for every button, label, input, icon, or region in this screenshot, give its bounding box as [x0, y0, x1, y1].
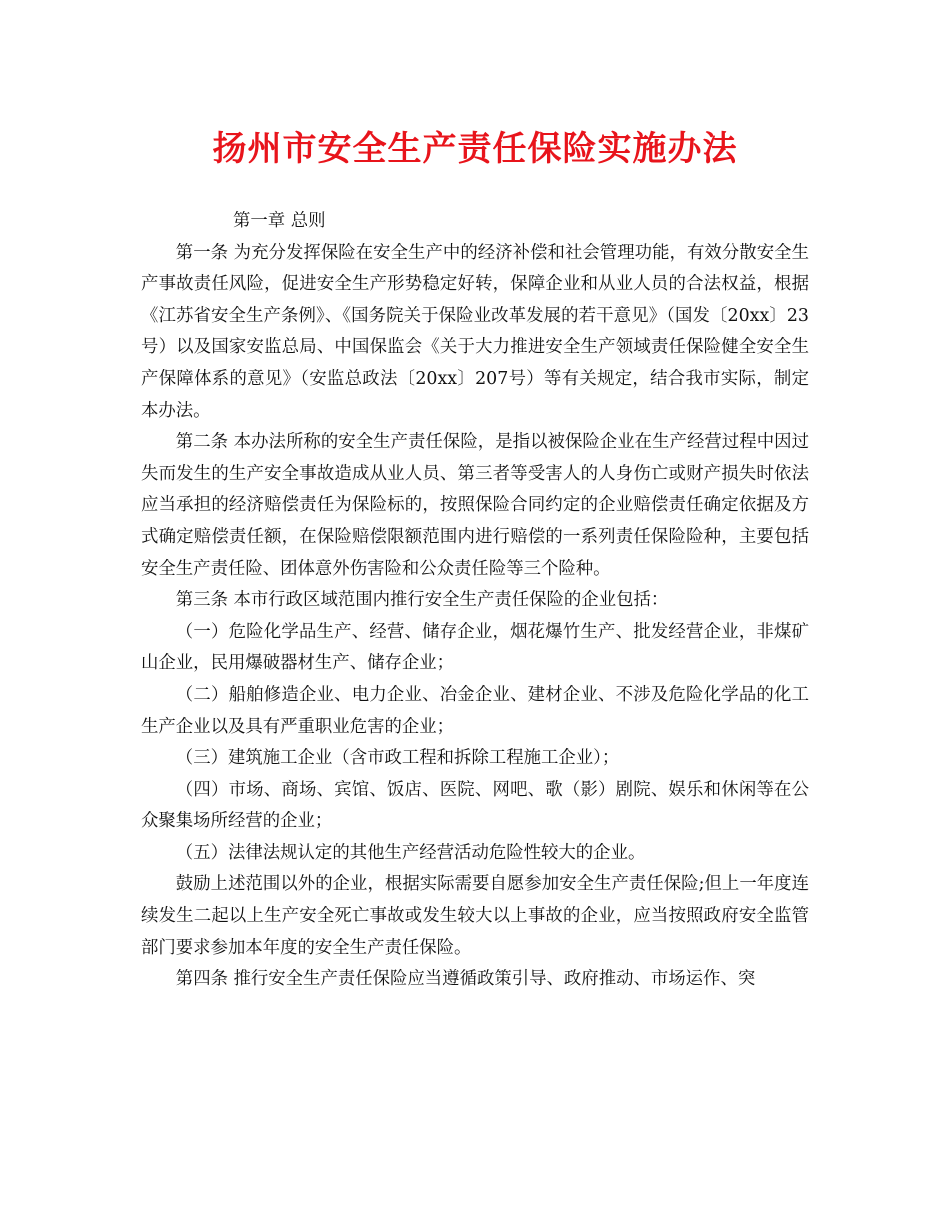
article-3-item-3: （三）建筑施工企业（含市政工程和拆除工程施工企业）； — [175, 748, 620, 769]
article-4-paragraph: 第四条 推行安全生产责任保险应当遵循政策引导、政府推动、市场运作、突 — [175, 969, 756, 990]
article-3-item-4: （四）市场、商场、宾馆、饭店、医院、网吧、歌（影）剧院、娱乐和休闲等在公众聚集场所经营的企业； — [141, 779, 809, 832]
document-title: 扬州市安全生产责任保险实施办法 — [212, 129, 738, 169]
article-2-paragraph: 第二条 本办法所称的安全生产责任保险，是指以被保险企业在生产经营过程中因过失而发生的生产安全事故造成从业人员、第三者等受害人的人身伤亡或财产损失时依法应当承担的经济赔偿责任为保险标的，按照保险合同约定的企业赔偿责任确定依据及方式确定赔偿责任额，在保险赔偿限额范围内进行赔偿的一系列责任保险险种，主要包括安全生产责任险、团体意外伤害险和公众责任险等三个险种。 — [141, 432, 809, 579]
article-3-item-5: （五）法律法规认定的其他生产经营活动危险性较大的企业。 — [175, 842, 646, 863]
article-3-item-1: （一）危险化学品生产、经营、储存企业，烟花爆竹生产、批发经营企业，非煤矿山企业，民用爆破器材生产、储存企业； — [141, 621, 809, 674]
encouragement-paragraph: 鼓励上述范围以外的企业，根据实际需要自愿参加安全生产责任保险;但上一年度连续发生二起以上生产安全死亡事故或发生较大以上事故的企业，应当按照政府安全监管部门要求参加本年度的安全生产责任保险。 — [141, 874, 809, 958]
article-3-paragraph: 第三条 本市行政区域范围内推行安全生产责任保险的企业包括： — [175, 590, 669, 611]
chapter-heading: 第一章 总则 — [233, 211, 326, 231]
article-3-item-2: （二）船舶修造企业、电力企业、冶金企业、建材企业、不涉及危险化学品的化工生产企业以及具有严重职业危害的企业； — [141, 684, 809, 737]
article-1-paragraph: 第一条 为充分发挥保险在安全生产中的经济补偿和社会管理功能，有效分散安全生产事故责任风险，促进安全生产形势稳定好转，保障企业和从业人员的合法权益，根据《江苏省安全生产条例》、《国务院关于保险业改革发展的若干意见》（国发〔20xx〕23号）以及国家安监总局、中国保监会《关于大力推进安全生产领域责任保险健全安全生产保障体系的意见》（安监总政法〔20xx〕207号）等有关规定，结合我市实际，制定本办法。 — [141, 242, 809, 421]
document-body — [141, 206, 809, 996]
